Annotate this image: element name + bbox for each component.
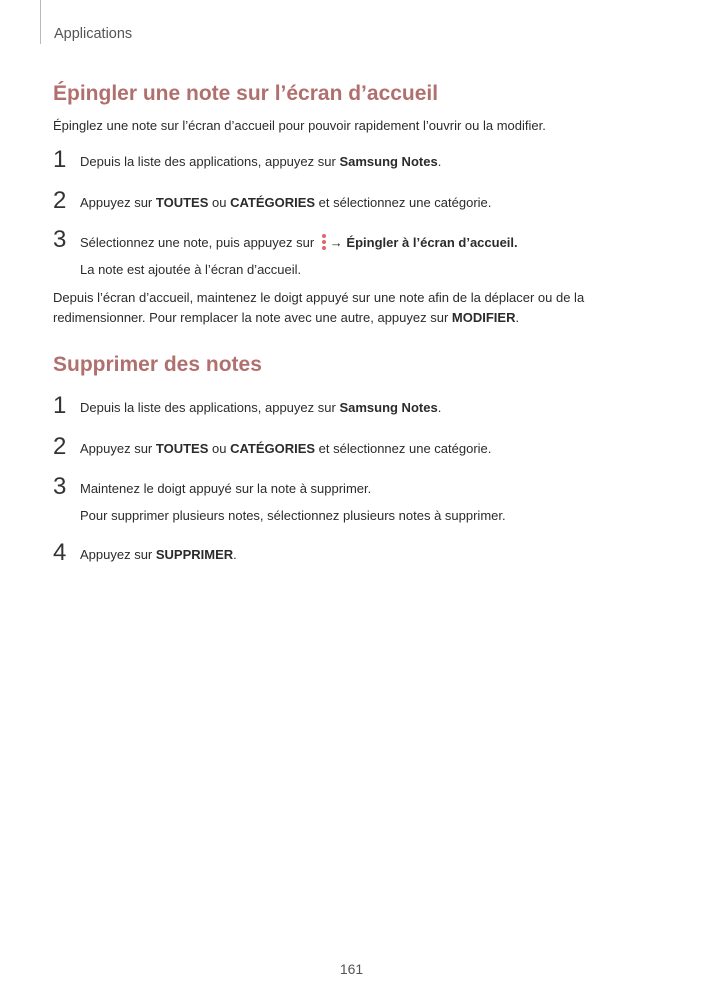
step-number: 1 <box>53 392 67 419</box>
section-heading-delete-notes: Supprimer des notes <box>53 353 262 376</box>
intro-paragraph: Épinglez une note sur l’écran d’accueil pour pouvoir rapidement l’ouvrir ou la modifier. <box>53 118 546 133</box>
step-number: 2 <box>53 187 67 214</box>
step-number: 2 <box>53 433 67 460</box>
running-header: Applications <box>54 26 133 42</box>
outro-paragraph-line1: Depuis l’écran d’accueil, maintenez le doigt appuyé sur une note afin de la déplacer ou de la <box>53 290 585 305</box>
step-number: 3 <box>53 226 67 253</box>
more-options-icon <box>321 233 327 251</box>
step-number: 4 <box>53 539 67 566</box>
step-text: Appuyez sur TOUTES ou CATÉGORIES et sélectionnez une catégorie. <box>80 441 492 456</box>
step-subtext: Pour supprimer plusieurs notes, sélectionnez plusieurs notes à supprimer. <box>80 508 506 523</box>
step-subtext: La note est ajoutée à l’écran d’accueil. <box>80 262 302 277</box>
step-text: Maintenez le doigt appuyé sur la note à supprimer. <box>80 481 372 496</box>
step-number: 1 <box>53 146 67 173</box>
margin-rule <box>40 0 41 44</box>
step-text: Depuis la liste des applications, appuyez sur Samsung Notes. <box>80 154 442 169</box>
step-text: Appuyez sur SUPPRIMER. <box>80 547 237 562</box>
step-text: Sélectionnez une note, puis appuyez sur → Épingler à l’écran d’accueil. <box>80 235 518 250</box>
step-text: Appuyez sur TOUTES ou CATÉGORIES et sélectionnez une catégorie. <box>80 195 492 210</box>
step-text: Depuis la liste des applications, appuyez sur Samsung Notes. <box>80 400 442 415</box>
page-number: 161 <box>339 961 364 977</box>
step-number: 3 <box>53 473 67 500</box>
section-heading-pin-note: Épingler une note sur l’écran d’accueil <box>53 82 439 105</box>
outro-paragraph-line2: redimensionner. Pour remplacer la note avec une autre, appuyez sur MODIFIER. <box>53 310 520 325</box>
